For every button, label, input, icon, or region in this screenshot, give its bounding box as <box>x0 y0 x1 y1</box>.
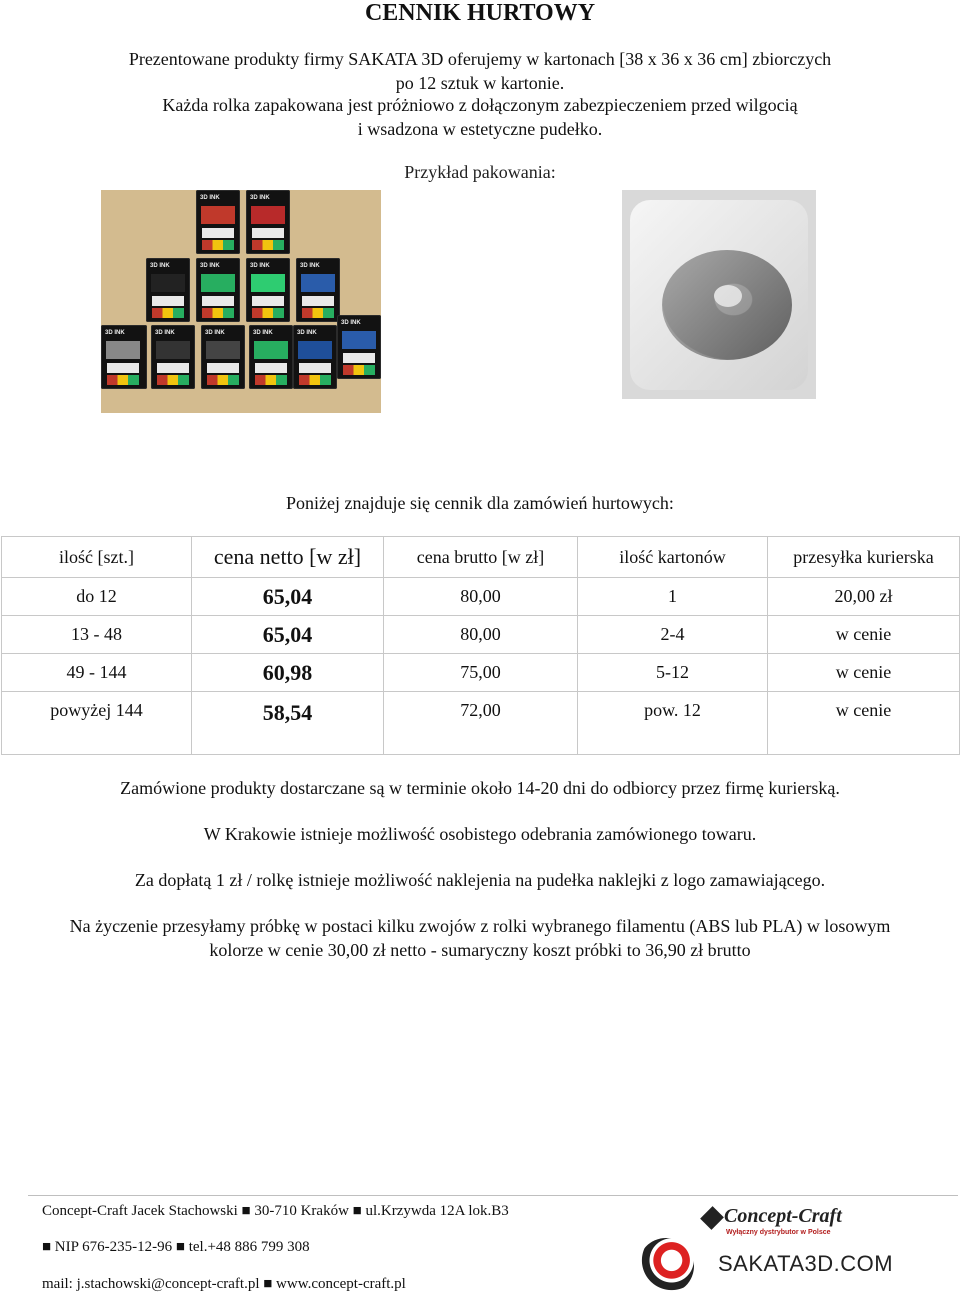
cell-cartons: 1 <box>578 578 768 616</box>
sticker-note: Za dopłatą 1 zł / rolkę istnieje możliwość naklejenia na pudełka naklejki z logo zamawiającego. <box>134 870 826 890</box>
table-row <box>2 654 960 692</box>
table-row <box>2 578 960 616</box>
delivery-note: Zamówione produkty dostarczane są w terminie około 14-20 dni do odbiorcy przez firmę kurierską. <box>120 778 840 798</box>
filament-box: 3D INK <box>146 258 190 322</box>
table-row <box>2 616 960 654</box>
cell-net-price: 60,98 <box>192 654 384 692</box>
vacuum-bag <box>630 200 808 390</box>
sample-note-line-1: Na życzenie przesyłamy próbkę w postaci kilku zwojów z rolki wybranego filamentu (ABS lub PLA) w losowym <box>69 916 891 936</box>
filament-box: 3D INK <box>201 325 245 389</box>
footer-web: mail: j.stachowski@concept-craft.pl ■ www.concept-craft.pl <box>42 1276 406 1292</box>
intro-line-4: i wsadzona w estetyczne pudełko. <box>357 119 603 139</box>
spool-photo <box>622 190 816 399</box>
concept-craft-mark-icon <box>700 1206 724 1230</box>
cell-cartons: 5-12 <box>578 654 768 692</box>
cell-net-price: 65,04 <box>192 578 384 616</box>
table-header-row <box>2 537 960 578</box>
price-table <box>1 536 960 755</box>
footer-divider <box>28 1195 958 1196</box>
filament-box: 3D INK <box>246 190 290 254</box>
filament-box: 3D INK <box>246 258 290 322</box>
filament-box: 3D INK <box>101 325 147 389</box>
header-cartons: ilość kartonów <box>578 537 768 578</box>
concept-craft-logo: Concept-Craft Wyłączny dystrybutor w Polsce <box>702 1205 852 1241</box>
cell-shipping: w cenie <box>768 616 960 654</box>
table-row <box>2 692 960 755</box>
page-title: CENNIK HURTOWY <box>364 0 596 26</box>
cell-cartons: 2-4 <box>578 616 768 654</box>
cell-net-price: 58,54 <box>192 692 384 755</box>
intro-line-1: Prezentowane produkty firmy SAKATA 3D oferujemy w kartonach [38 x 36 x 36 cm] zbiorczych <box>128 49 832 69</box>
cell-quantity: 49 - 144 <box>2 654 192 692</box>
header-net-price: cena netto [w zł] <box>192 537 384 578</box>
boxes-photo <box>101 190 381 413</box>
cell-shipping: w cenie <box>768 654 960 692</box>
filament-box: 3D INK <box>196 258 240 322</box>
cell-quantity: do 12 <box>2 578 192 616</box>
cell-shipping: w cenie <box>768 692 960 755</box>
cell-quantity: 13 - 48 <box>2 616 192 654</box>
footer-address: Concept-Craft Jacek Stachowski ■ 30-710 Kraków ■ ul.Krzywda 12A lok.B3 <box>42 1203 509 1219</box>
filament-box: 3D INK <box>293 325 337 389</box>
sample-note-line-2: kolorze w cenie 30,00 zł netto - sumaryczny koszt próbki to 36,90 zł brutto <box>209 940 751 960</box>
sakata-swirl-icon <box>638 1238 694 1294</box>
cell-gross-price: 75,00 <box>384 654 578 692</box>
table-intro: Poniżej znajduje się cennik dla zamówień hurtowych: <box>286 493 674 513</box>
cell-gross-price: 72,00 <box>384 692 578 755</box>
filament-box: 3D INK <box>296 258 340 322</box>
filament-box: 3D INK <box>196 190 240 254</box>
header-quantity: ilość [szt.] <box>2 537 192 578</box>
pickup-note: W Krakowie istnieje możliwość osobistego odebrania zamówionego towaru. <box>203 824 757 844</box>
intro-line-3: Każda rolka zapakowana jest próżniowo z dołączonym zabezpieczeniem przed wilgocią <box>162 95 798 115</box>
cell-quantity: powyżej 144 <box>2 692 192 755</box>
filament-box: 3D INK <box>337 315 381 379</box>
intro-line-2: po 12 sztuk w kartonie. <box>395 73 565 93</box>
header-gross-price: cena brutto [w zł] <box>384 537 578 578</box>
cell-net-price: 65,04 <box>192 616 384 654</box>
cell-shipping: 20,00 zł <box>768 578 960 616</box>
cell-cartons: pow. 12 <box>578 692 768 755</box>
cell-gross-price: 80,00 <box>384 578 578 616</box>
cell-gross-price: 80,00 <box>384 616 578 654</box>
packaging-example-label: Przykład pakowania: <box>404 162 556 182</box>
sakata3d-logo: SAKATA3D.COM <box>638 1238 918 1294</box>
header-shipping: przesyłka kurierska <box>768 537 960 578</box>
filament-box: 3D INK <box>151 325 195 389</box>
footer-contact: ■ NIP 676-235-12-96 ■ tel.+48 886 799 308 <box>42 1239 310 1255</box>
filament-box: 3D INK <box>249 325 293 389</box>
